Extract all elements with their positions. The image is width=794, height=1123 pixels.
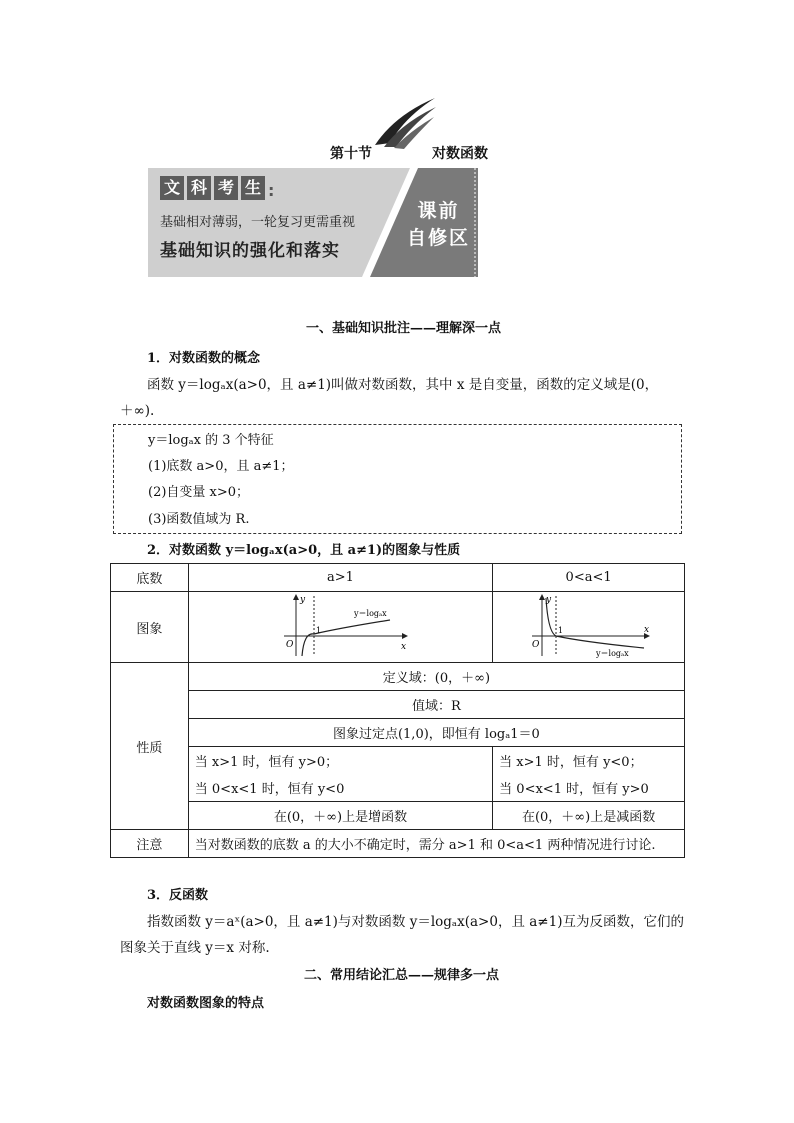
item1-line2: ＋∞). — [120, 403, 155, 419]
domain-cell: 定义域：(0，＋∞) — [188, 663, 684, 691]
graph-label: y＝logₐx — [595, 649, 629, 658]
table-row — [111, 802, 685, 830]
feature-3: (3)函数值域为 R. — [148, 512, 250, 527]
review-banner — [148, 168, 478, 277]
graph-axis-y: y — [300, 595, 306, 605]
banner-right-line1: 课前 — [417, 200, 460, 222]
section-title — [330, 143, 488, 163]
graph-cell-decreasing — [493, 592, 685, 663]
graph-axis-x: x — [401, 642, 407, 652]
features-box — [113, 424, 682, 534]
graph-cell-increasing — [188, 592, 492, 663]
table-row — [111, 663, 685, 691]
table-row — [111, 592, 685, 663]
swoosh-logo — [370, 95, 440, 150]
range-cell: 值域：R — [188, 691, 684, 719]
banner-tag — [160, 176, 274, 206]
banner-subtitle: 基础相对薄弱，一轮复习更需重视 — [160, 215, 356, 230]
graph-axis-x: x — [643, 625, 649, 635]
tag-char: 科 — [187, 176, 211, 200]
graph-axis-y: y — [545, 595, 551, 605]
features-title: y＝logₐx 的 3 个特征 — [148, 433, 274, 448]
label-note: 注意 — [111, 830, 189, 858]
header-a-lt1: 0<a<1 — [493, 564, 685, 592]
table-row — [111, 564, 685, 592]
gt1-monotonic: 在(0，＋∞)上是增函数 — [188, 802, 492, 830]
feature-1: (1)底数 a>0，且 a≠1； — [148, 459, 294, 474]
graph-origin: O — [286, 640, 294, 650]
properties-table — [110, 563, 685, 858]
tag-char: 文 — [160, 176, 184, 200]
subheading: 对数函数图象的特点 — [147, 996, 265, 1011]
heading-2: 二、常用结论汇总——规律多一点 — [304, 968, 500, 983]
gt1-sign-a: 当 x>1 时，恒有 y>0； — [188, 747, 492, 775]
graph-one: 1 — [557, 626, 563, 635]
banner-right-line2: 自修区 — [406, 227, 470, 249]
heading-1: 一、基础知识批注——理解深一点 — [306, 321, 502, 336]
banner-right — [407, 198, 470, 252]
gt1-sign-b: 当 0<x<1 时，恒有 y<0 — [188, 774, 492, 802]
fixed-point-cell: 图象过定点(1,0)，即恒有 logₐ1＝0 — [188, 719, 684, 747]
item3-line2: 图象关于直线 y＝x 对称. — [120, 940, 270, 956]
section-number: 第十节 — [330, 146, 372, 162]
lt1-sign-b: 当 0<x<1 时，恒有 y>0 — [493, 774, 685, 802]
lt1-sign-a: 当 x>1 时，恒有 y<0； — [493, 747, 685, 775]
table-row — [111, 774, 685, 802]
feature-2: (2)自变量 x>0； — [148, 485, 250, 500]
increasing-log-graph — [270, 592, 410, 658]
tag-char: 考 — [214, 176, 238, 200]
tag-char: 生 — [241, 176, 265, 200]
item2-title: 2．对数函数 y＝logₐx(a>0，且 a≠1)的图象与性质 — [147, 543, 461, 558]
note-cell: 当对数函数的底数 a 的大小不确定时，需分 a>1 和 0<a<1 两种情况进行讨论. — [188, 830, 684, 858]
item1-title: 1．对数函数的概念 — [147, 351, 261, 366]
item3-title: 3．反函数 — [147, 888, 209, 903]
table-row — [111, 747, 685, 775]
graph-origin: O — [531, 640, 539, 650]
table-row — [111, 719, 685, 747]
item3-line1: 指数函数 y＝aˣ(a>0，且 a≠1)与对数函数 y＝logₐx(a>0，且 a≠1)互为反函数，它们的 — [147, 914, 684, 930]
header-a-gt1: a>1 — [188, 564, 492, 592]
header-base: 底数 — [111, 564, 189, 592]
tag-colon: : — [268, 181, 275, 200]
banner-main: 基础知识的强化和落实 — [160, 241, 340, 261]
graph-label: y＝logₐx — [354, 609, 388, 618]
graph-one: 1 — [316, 626, 322, 635]
label-graph: 图象 — [111, 592, 189, 663]
chapter-title: 对数函数 — [432, 146, 488, 162]
table-row — [111, 830, 685, 858]
label-properties: 性质 — [111, 663, 189, 830]
item1-line1: 函数 y＝logₐx(a>0，且 a≠1)叫做对数函数，其中 x 是自变量，函数的定义域是(0， — [147, 377, 659, 393]
table-row — [111, 691, 685, 719]
lt1-monotonic: 在(0，＋∞)上是减函数 — [493, 802, 685, 830]
decreasing-log-graph — [524, 592, 654, 658]
